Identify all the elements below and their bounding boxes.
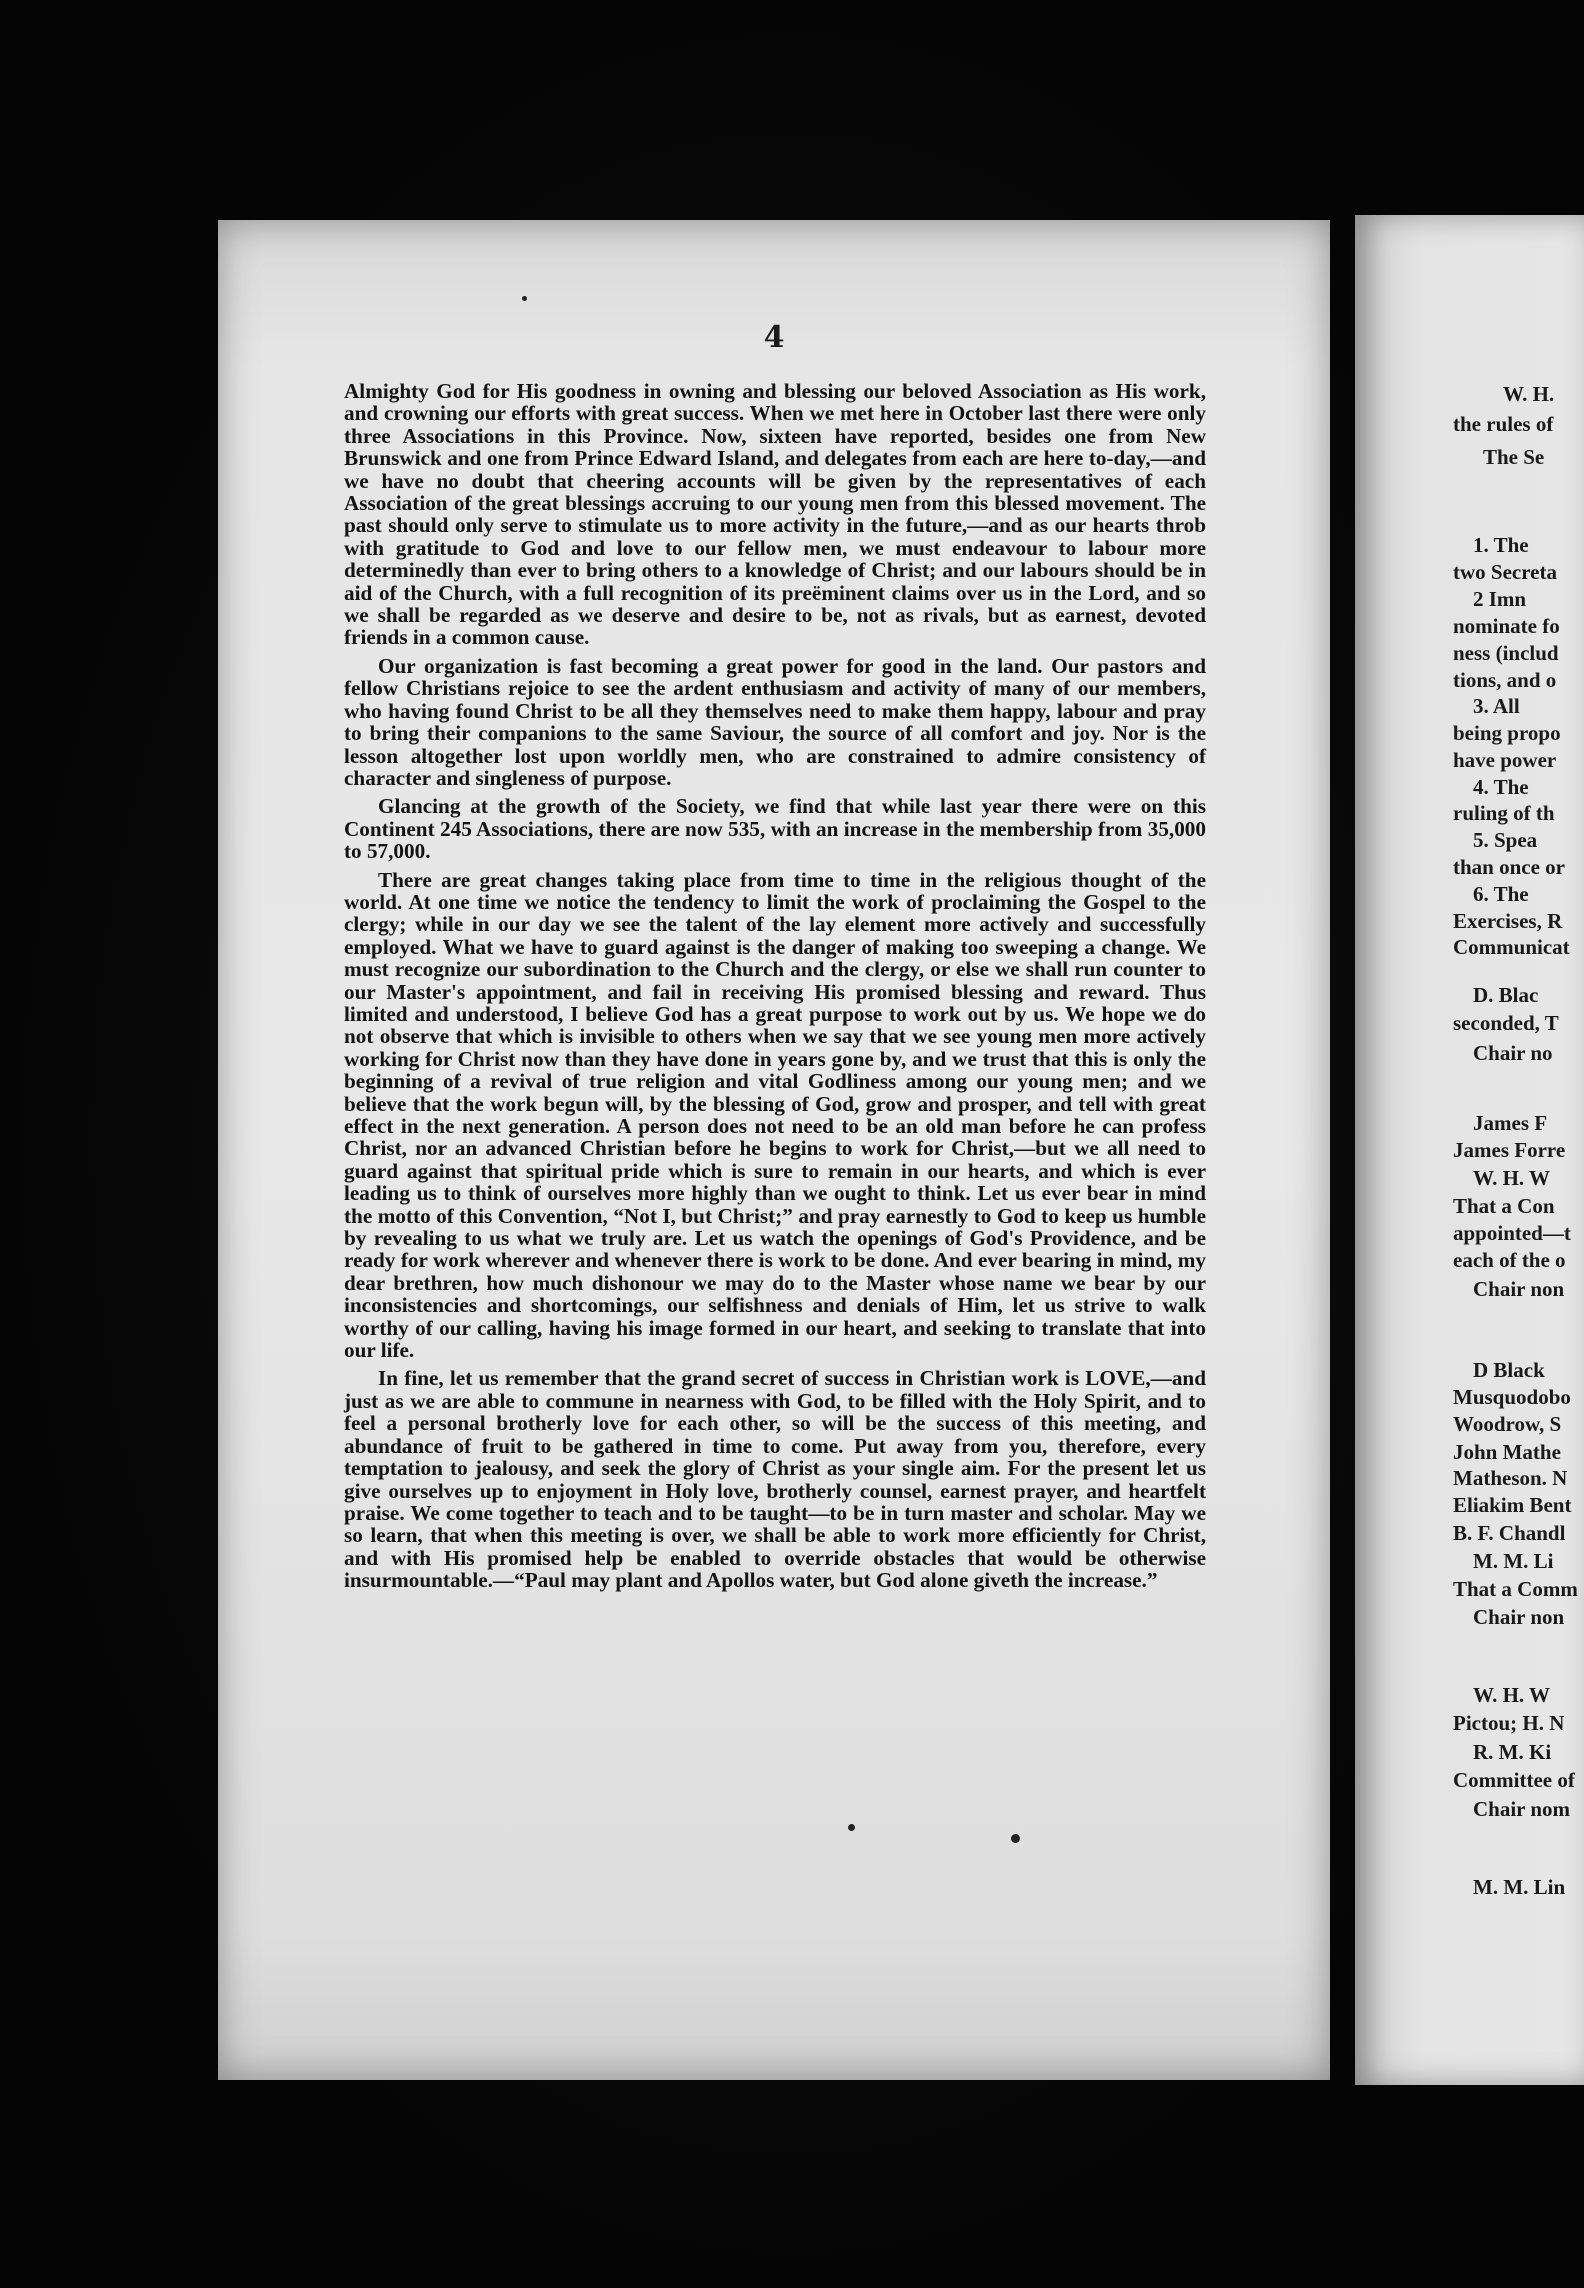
right-page-line: M. M. Lin (1473, 1875, 1566, 1899)
right-page-line: W. H. (1503, 382, 1555, 406)
right-page-line: M. M. Li (1473, 1549, 1554, 1573)
right-page-line: two Secreta (1453, 560, 1557, 584)
right-page-edge (1355, 215, 1584, 2085)
right-page-line: The Se (1483, 445, 1545, 469)
left-page (218, 220, 1330, 2080)
right-page-line: have power (1453, 748, 1557, 772)
right-page-line: James F (1473, 1111, 1548, 1135)
page-body-text (344, 380, 1206, 1598)
right-page-line: D. Blac (1473, 983, 1539, 1007)
right-page-line: each of the o (1453, 1248, 1566, 1272)
right-page-line: Matheson. N (1453, 1466, 1568, 1490)
right-page-line: D Black (1473, 1358, 1545, 1382)
right-page-line: the rules of (1453, 412, 1554, 436)
right-page-line: Pictou; H. N (1453, 1711, 1565, 1735)
paragraph-5: In fine, let us remember that the grand secret of success in Christian work is LOVE,—and just as we are able to commune in nearness with God, to be filled with the Holy Spirit, and to feel a personal brotherly love for each other, so will be the success of this meeting, and abundance of fruit to be gathered in time to come. Put away from you, therefore, every temptation to jealousy, and seek the glory of Christ as your single aim. For the present let us give ourselves up to enjoyment in Holy love, brotherly counsel, earnest prayer, and heartfelt praise. We come together to teach and to be taught—to be in turn master and scholar. May we so learn, that when this meeting is over, we shall be able to work more efficiently for Christ, and with His promised help be enabled to override obstacles that would be otherwise insurmountable.—“Paul may plant and Apollos water, but God alone giveth the increase.” (344, 1366, 1206, 1593)
right-page-line: nominate fo (1453, 614, 1560, 638)
page-number: 4 (763, 320, 785, 355)
right-page-line: B. F. Chandl (1453, 1521, 1566, 1545)
right-page-line: Musquodobo (1453, 1385, 1571, 1409)
right-page-line: than once or (1453, 855, 1565, 879)
right-page-line: W. H. W (1473, 1683, 1551, 1707)
right-page-line: tions, and o (1453, 668, 1557, 692)
right-page-lines (1355, 215, 1584, 2085)
right-page-line: ness (includ (1453, 641, 1559, 665)
right-page-line: seconded, T (1453, 1011, 1559, 1035)
right-page-line: W. H. W (1473, 1166, 1551, 1190)
right-page-line: 4. The (1473, 775, 1529, 799)
right-page-line: Eliakim Bent (1453, 1493, 1572, 1517)
paragraph-4: There are great changes taking place from time to time in the religious thought of the world. At one time we notice the tendency to limit the work of proclaiming the Gospel to the clergy; while in our day we see the talent of the lay element more actively and successfully employed. What we have to guard against is the danger of making too sweeping a change. We must recognize our subordination to the Church and the clergy, or else we shall run counter to our Master's appointment, and fail in receiving His promised blessing and reward. Thus limited and understood, I believe God has a great purpose to work out by us. We hope we do not observe that which is invisible to others when we say that we see young men more actively working for Christ now than they have done in years gone by, and we trust that this is only the beginning of a revival of true religion and vital Godliness among our young men; and we believe that the work begun will, by the blessing of God, grow and prosper, and tell with great effect in the next generation. A person does not need to be an old man before he can profess Christ, nor an advanced Christian before he begins to work for Christ,—but we all need to guard against that spiritual pride which is sure to remain in our hearts, and which is ever leading us to think of ourselves more highly than we ought to think. Let us ever bear in mind the motto of this Convention, “Not I, but Christ;” and pray earnestly to God to keep us humble by revealing to us what we truly are. Let us watch the openings of God's Providence, and be ready for work wherever and whenever there is work to be done. And ever bearing in mind, my dear brethren, how much dishonour we may do to the Master whose name we bear by our inconsistencies and shortcomings, our selfishness and denials of Him, let us strive to walk worthy of our calling, having his image formed in our heart, and seeking to translate that into our life. (344, 867, 1206, 1363)
right-page-line: R. M. Ki (1473, 1740, 1552, 1764)
film-speck (522, 296, 527, 301)
right-page-line: 6. The (1473, 882, 1529, 906)
right-page-line: Committee of (1453, 1768, 1575, 1792)
right-page-line: 5. Spea (1473, 828, 1538, 852)
paragraph-2: Our organization is fast becoming a great power for good in the land. Our pastors and fellow Christians rejoice to see the ardent enthusiasm and activity of many of our members, who having found Christ to be all they themselves need to make them happy, labour and pray to bring their companions to the same Saviour, the source of all comfort and joy. Nor is the lesson altogether lost upon worldly men, who are constrained to admire consistency of character and singleness of purpose. (344, 653, 1206, 790)
right-page-line: Communicat (1453, 935, 1570, 959)
right-page-line: James Forre (1453, 1138, 1566, 1162)
right-page-line: Chair non (1473, 1277, 1565, 1301)
paragraph-1: Almighty God for His goodness in owning and blessing our beloved Association as His work, and crowning our efforts with great success. When we met here in October last there were only three Associations in this Province. Now, sixteen have reported, besides one from New Brunswick and one from Prince Edward Island, and delegates from each are here to-day,—and we have no doubt that cheering accounts will be given by the representatives of each Association of the great blessings accruing to our young men from this blessed movement. The past should only serve to stimulate us to more activity in the future,—and as our hearts throb with gratitude to God and love to our fellow men, we must endeavour to labour more determinedly than ever to bring others to a knowledge of Christ; and our labours should be in aid of the Church, with a full recognition of its preëminent claims over us in the Lord, and so we shall be regarded as we deserve and desire to be, not as rivals, but as earnest, devoted friends in a common cause. (344, 379, 1206, 650)
right-page-line: Woodrow, S (1453, 1412, 1562, 1436)
right-page-line: Chair nom (1473, 1797, 1571, 1821)
right-page-line: ruling of th (1453, 801, 1555, 825)
right-page-line: being propo (1453, 721, 1561, 745)
right-page-line: That a Comm (1453, 1577, 1578, 1601)
right-page-line: That a Con (1453, 1194, 1555, 1218)
right-page-line: John Mathe (1453, 1440, 1561, 1464)
right-page-line: 1. The (1473, 533, 1529, 557)
right-page-line: Chair non (1473, 1605, 1565, 1629)
right-page-line: appointed—t (1453, 1221, 1571, 1245)
right-page-line: Exercises, R (1453, 909, 1563, 933)
film-speck (1011, 1834, 1020, 1843)
paragraph-3: Glancing at the growth of the Society, we find that while last year there were on this Continent 245 Associations, there are now 535, with an increase in the membership from 35,000 to 57,000. (344, 794, 1206, 864)
right-page-line: Chair no (1473, 1041, 1553, 1065)
film-speck (848, 1824, 855, 1831)
right-page-line: 3. All (1473, 694, 1520, 718)
right-page-line: 2 Imn (1473, 587, 1527, 611)
